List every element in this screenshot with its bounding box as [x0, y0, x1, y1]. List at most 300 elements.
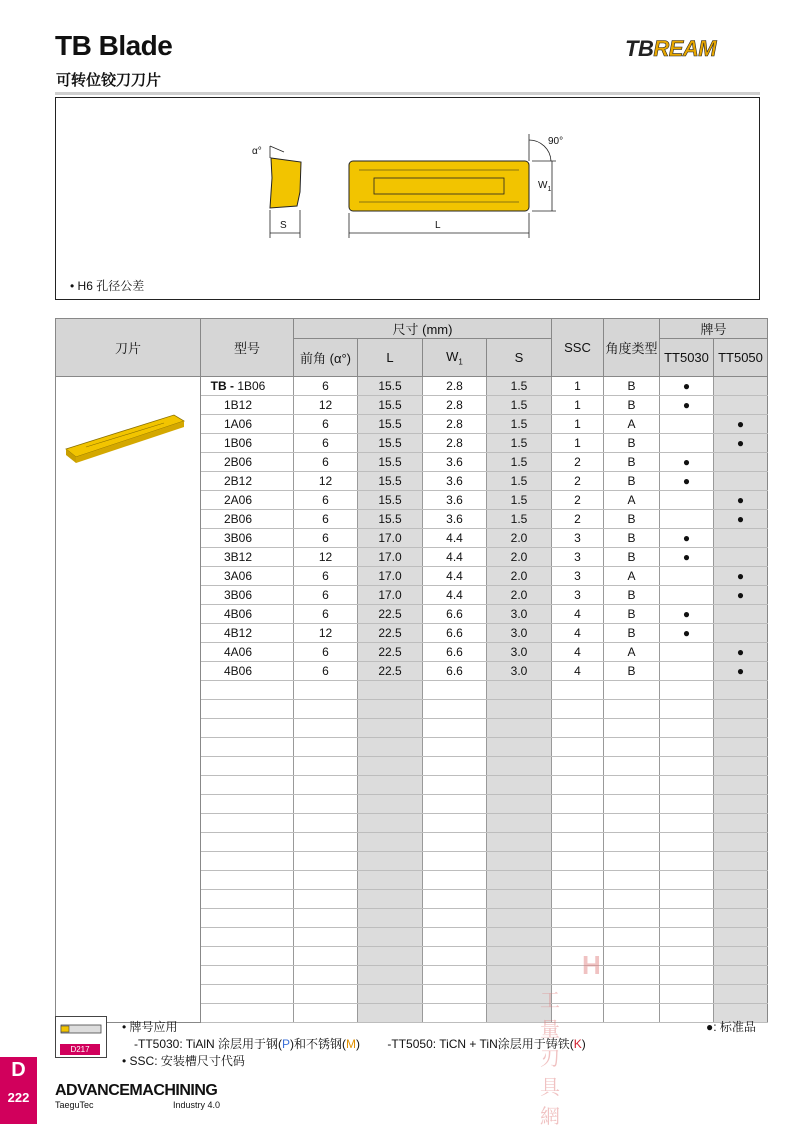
- s-cell: 2.0: [487, 567, 552, 586]
- grade-application-heading: • 牌号应用: [122, 1020, 178, 1034]
- grade-tt5030-cell: [660, 814, 714, 833]
- s-cell: 3.0: [487, 662, 552, 681]
- grade-tt5050-cell: [714, 453, 768, 472]
- ssc-cell: 1: [552, 396, 604, 415]
- header-dims: 尺寸 (mm): [294, 319, 552, 339]
- type-cell: B: [604, 624, 660, 643]
- ssc-cell: [552, 833, 604, 852]
- grade-tt5030-cell: [660, 757, 714, 776]
- grade-tt5030-cell: [660, 567, 714, 586]
- ssc-cell: [552, 738, 604, 757]
- angle-cell: [294, 738, 358, 757]
- model-cell: [201, 738, 294, 757]
- type-cell: [604, 852, 660, 871]
- length-cell: [358, 776, 423, 795]
- blade-diagram: [55, 97, 760, 300]
- angle-cell: 6: [294, 434, 358, 453]
- ssc-cell: 4: [552, 605, 604, 624]
- s-cell: [487, 928, 552, 947]
- grade-tt5050-cell: ●: [714, 434, 768, 453]
- grade-tt5050-cell: ●: [714, 662, 768, 681]
- header-grade2: TT5050: [714, 339, 768, 377]
- grade-tt5030-cell: [660, 491, 714, 510]
- length-cell: [358, 871, 423, 890]
- type-cell: [604, 681, 660, 700]
- ssc-cell: 1: [552, 415, 604, 434]
- length-cell: [358, 719, 423, 738]
- width-cell: [423, 985, 487, 1004]
- type-cell: B: [604, 377, 660, 396]
- model-cell: TB - 1B06: [201, 377, 294, 396]
- s-cell: [487, 966, 552, 985]
- s-cell: [487, 757, 552, 776]
- model-cell: [201, 795, 294, 814]
- grade-tt5050-cell: [714, 605, 768, 624]
- model-cell: 3B12: [201, 548, 294, 567]
- type-cell: A: [604, 567, 660, 586]
- ssc-cell: 4: [552, 624, 604, 643]
- type-cell: [604, 738, 660, 757]
- insert-image: [56, 377, 201, 1023]
- s-cell: [487, 947, 552, 966]
- ssc-cell: 1: [552, 377, 604, 396]
- s-cell: 2.0: [487, 529, 552, 548]
- s-cell: 1.5: [487, 491, 552, 510]
- length-cell: 17.0: [358, 586, 423, 605]
- grade-tt5030-cell: [660, 700, 714, 719]
- model-cell: [201, 833, 294, 852]
- angle-cell: 6: [294, 377, 358, 396]
- length-cell: [358, 833, 423, 852]
- grade-tt5050-cell: [714, 757, 768, 776]
- page-subtitle: 可转位铰刀刀片: [56, 72, 162, 89]
- ssc-cell: [552, 757, 604, 776]
- s-cell: 1.5: [487, 472, 552, 491]
- header-w: $W_1$: [423, 339, 487, 377]
- width-cell: [423, 947, 487, 966]
- model-cell: 4B06: [201, 605, 294, 624]
- angle-cell: 6: [294, 662, 358, 681]
- type-cell: B: [604, 510, 660, 529]
- length-cell: [358, 947, 423, 966]
- model-cell: 1B06: [201, 434, 294, 453]
- type-cell: A: [604, 643, 660, 662]
- width-cell: [423, 814, 487, 833]
- grade-tt5050-cell: [714, 947, 768, 966]
- grade-tt5050-cell: [714, 985, 768, 1004]
- header-model: 型号: [201, 319, 294, 377]
- type-cell: B: [604, 662, 660, 681]
- type-cell: [604, 719, 660, 738]
- type-cell: B: [604, 529, 660, 548]
- grade-tt5050-cell: [714, 966, 768, 985]
- grade-tt5030-cell: [660, 643, 714, 662]
- ssc-cell: 1: [552, 434, 604, 453]
- length-cell: [358, 795, 423, 814]
- grade-tt5030-cell: [660, 586, 714, 605]
- advance-machining-logo: ADVANCEMACHINING: [55, 1082, 218, 1099]
- width-cell: 4.4: [423, 548, 487, 567]
- grade-tt5030-cell: [660, 890, 714, 909]
- angle-label: α°: [252, 146, 262, 157]
- grade-tt5030-cell: ●: [660, 548, 714, 567]
- width-cell: 2.8: [423, 415, 487, 434]
- ssc-cell: 3: [552, 548, 604, 567]
- model-cell: [201, 966, 294, 985]
- type-cell: B: [604, 396, 660, 415]
- grade-tt5050-cell: [714, 529, 768, 548]
- type-cell: B: [604, 605, 660, 624]
- model-cell: 2B06: [201, 510, 294, 529]
- grade-tt5030-cell: [660, 434, 714, 453]
- angle-cell: [294, 833, 358, 852]
- grade-tt5030-cell: [660, 719, 714, 738]
- s-cell: 2.0: [487, 586, 552, 605]
- grade-tt5030-cell: [660, 662, 714, 681]
- length-cell: [358, 985, 423, 1004]
- width-cell: [423, 890, 487, 909]
- length-cell: 22.5: [358, 605, 423, 624]
- page-tab: [0, 1057, 37, 1124]
- angle-cell: [294, 871, 358, 890]
- footer-notes: [122, 1019, 586, 1070]
- angle-cell: 6: [294, 586, 358, 605]
- angle-cell: [294, 985, 358, 1004]
- grade-tt5030-cell: [660, 985, 714, 1004]
- grade-application-line: -TT5030: TiAlN 涂层用于钢(P)和不锈钢(M) -TT5050: TiCN + TiN涂层用于铸铁(K): [134, 1037, 586, 1051]
- angle-cell: 6: [294, 453, 358, 472]
- l-label: L: [435, 220, 441, 231]
- model-cell: [201, 719, 294, 738]
- header-s: S: [487, 339, 552, 377]
- angle-cell: 12: [294, 624, 358, 643]
- tool-icon: [56, 1017, 106, 1045]
- grade-tt5030-cell: [660, 415, 714, 434]
- length-cell: 22.5: [358, 624, 423, 643]
- width-cell: [423, 966, 487, 985]
- length-cell: [358, 814, 423, 833]
- width-cell: 2.8: [423, 377, 487, 396]
- right-angle-label: 90°: [548, 136, 564, 147]
- length-cell: 17.0: [358, 567, 423, 586]
- s-cell: 1.5: [487, 396, 552, 415]
- angle-cell: 12: [294, 548, 358, 567]
- s-cell: [487, 833, 552, 852]
- s-cell: [487, 890, 552, 909]
- model-cell: 4B12: [201, 624, 294, 643]
- grade-tt5050-cell: [714, 814, 768, 833]
- grade-tt5050-cell: [714, 548, 768, 567]
- model-cell: [201, 909, 294, 928]
- model-cell: [201, 947, 294, 966]
- watermark-logo: H: [582, 950, 601, 980]
- length-cell: 15.5: [358, 491, 423, 510]
- angle-cell: [294, 681, 358, 700]
- type-cell: [604, 757, 660, 776]
- model-cell: [201, 814, 294, 833]
- model-cell: 3B06: [201, 586, 294, 605]
- width-cell: 6.6: [423, 605, 487, 624]
- grade-tt5050-cell: [714, 776, 768, 795]
- length-cell: 17.0: [358, 548, 423, 567]
- grade-tt5050-cell: [714, 738, 768, 757]
- s-cell: [487, 852, 552, 871]
- model-cell: 4B06: [201, 662, 294, 681]
- grade-tt5050-cell: ●: [714, 567, 768, 586]
- page-title: TB Blade: [55, 30, 173, 61]
- ssc-cell: [552, 852, 604, 871]
- width-cell: [423, 681, 487, 700]
- length-cell: 22.5: [358, 643, 423, 662]
- grade-tt5050-cell: ●: [714, 491, 768, 510]
- width-cell: 3.6: [423, 472, 487, 491]
- grade-tt5050-cell: [714, 871, 768, 890]
- width-cell: [423, 928, 487, 947]
- model-cell: [201, 985, 294, 1004]
- angle-cell: 12: [294, 472, 358, 491]
- type-cell: B: [604, 586, 660, 605]
- s-cell: [487, 681, 552, 700]
- angle-cell: 6: [294, 510, 358, 529]
- header-insert: 刀片: [56, 319, 201, 377]
- angle-cell: [294, 776, 358, 795]
- ssc-cell: 3: [552, 529, 604, 548]
- grade-tt5050-cell: ●: [714, 643, 768, 662]
- type-cell: [604, 909, 660, 928]
- s-cell: 3.0: [487, 624, 552, 643]
- model-cell: 3A06: [201, 567, 294, 586]
- type-cell: B: [604, 472, 660, 491]
- header-angle: 前角 (α°): [294, 339, 358, 377]
- section-letter: D: [11, 1059, 26, 1081]
- header-grade1: TT5030: [660, 339, 714, 377]
- grade-tt5030-cell: [660, 776, 714, 795]
- s-cell: 3.0: [487, 643, 552, 662]
- w-label: $W_1$: [538, 180, 552, 193]
- s-label: S: [280, 220, 287, 231]
- grade-tt5050-cell: ●: [714, 415, 768, 434]
- type-cell: [604, 871, 660, 890]
- type-cell: [604, 795, 660, 814]
- type-cell: [604, 814, 660, 833]
- ssc-cell: [552, 909, 604, 928]
- model-cell: [201, 757, 294, 776]
- type-cell: [604, 928, 660, 947]
- model-cell: [201, 871, 294, 890]
- grade-tt5050-cell: [714, 377, 768, 396]
- ssc-cell: 2: [552, 472, 604, 491]
- ssc-cell: 2: [552, 453, 604, 472]
- grade-tt5050-cell: [714, 624, 768, 643]
- angle-cell: 6: [294, 491, 358, 510]
- angle-cell: [294, 852, 358, 871]
- header-type: 角度类型: [604, 319, 660, 377]
- advance-machining-sub: TaeguTec Industry 4.0: [55, 1100, 220, 1110]
- angle-cell: [294, 719, 358, 738]
- angle-cell: [294, 947, 358, 966]
- grade-tt5050-cell: [714, 852, 768, 871]
- brand-logo: TBREAM: [625, 36, 717, 61]
- angle-cell: 6: [294, 605, 358, 624]
- type-cell: [604, 890, 660, 909]
- grade-tt5030-cell: ●: [660, 472, 714, 491]
- ssc-cell: 2: [552, 510, 604, 529]
- width-cell: [423, 795, 487, 814]
- s-cell: [487, 776, 552, 795]
- width-cell: 3.6: [423, 491, 487, 510]
- type-cell: [604, 1004, 660, 1023]
- model-cell: [201, 681, 294, 700]
- ssc-cell: [552, 890, 604, 909]
- ssc-note: • SSC: 安装槽尺寸代码: [122, 1054, 245, 1068]
- angle-cell: 6: [294, 529, 358, 548]
- width-cell: 3.6: [423, 510, 487, 529]
- angle-cell: [294, 928, 358, 947]
- angle-cell: [294, 795, 358, 814]
- table-row: [56, 377, 768, 396]
- length-cell: 15.5: [358, 434, 423, 453]
- grade-tt5050-cell: [714, 700, 768, 719]
- model-cell: 2A06: [201, 491, 294, 510]
- page-number: 222: [7, 1090, 30, 1105]
- grade-tt5030-cell: [660, 909, 714, 928]
- length-cell: [358, 966, 423, 985]
- ssc-cell: [552, 795, 604, 814]
- grade-tt5030-cell: ●: [660, 396, 714, 415]
- angle-cell: [294, 890, 358, 909]
- length-cell: [358, 700, 423, 719]
- type-cell: B: [604, 434, 660, 453]
- length-cell: 15.5: [358, 472, 423, 491]
- s-cell: [487, 814, 552, 833]
- ssc-cell: 3: [552, 586, 604, 605]
- angle-cell: 6: [294, 415, 358, 434]
- model-cell: 4A06: [201, 643, 294, 662]
- grade-tt5030-cell: ●: [660, 377, 714, 396]
- model-cell: [201, 700, 294, 719]
- length-cell: [358, 757, 423, 776]
- angle-cell: 6: [294, 567, 358, 586]
- width-cell: [423, 909, 487, 928]
- ssc-cell: [552, 700, 604, 719]
- reference-code: D217: [60, 1044, 100, 1055]
- grade-tt5030-cell: [660, 947, 714, 966]
- width-cell: 4.4: [423, 529, 487, 548]
- s-cell: 1.5: [487, 377, 552, 396]
- width-cell: [423, 833, 487, 852]
- ssc-cell: 3: [552, 567, 604, 586]
- width-cell: 4.4: [423, 586, 487, 605]
- s-cell: 1.5: [487, 453, 552, 472]
- model-cell: 1B12: [201, 396, 294, 415]
- s-cell: 1.5: [487, 434, 552, 453]
- angle-cell: [294, 909, 358, 928]
- model-cell: 3B06: [201, 529, 294, 548]
- type-cell: [604, 947, 660, 966]
- ssc-cell: [552, 681, 604, 700]
- ssc-cell: [552, 814, 604, 833]
- grade-tt5030-cell: ●: [660, 453, 714, 472]
- grade-tt5050-cell: [714, 472, 768, 491]
- length-cell: 22.5: [358, 662, 423, 681]
- grade-tt5050-cell: [714, 396, 768, 415]
- ssc-cell: 2: [552, 491, 604, 510]
- angle-cell: 6: [294, 643, 358, 662]
- ssc-cell: [552, 776, 604, 795]
- grade-tt5030-cell: [660, 852, 714, 871]
- width-cell: 6.6: [423, 643, 487, 662]
- grade-tt5030-cell: [660, 738, 714, 757]
- length-cell: [358, 681, 423, 700]
- angle-cell: [294, 814, 358, 833]
- model-cell: 2B06: [201, 453, 294, 472]
- header-grade: 牌号: [660, 319, 768, 339]
- s-cell: [487, 719, 552, 738]
- s-cell: [487, 738, 552, 757]
- s-cell: 1.5: [487, 415, 552, 434]
- grade-tt5050-cell: [714, 928, 768, 947]
- width-cell: [423, 700, 487, 719]
- model-cell: [201, 890, 294, 909]
- width-cell: [423, 776, 487, 795]
- grade-tt5030-cell: ●: [660, 529, 714, 548]
- spec-table: [55, 318, 768, 1023]
- width-cell: 2.8: [423, 434, 487, 453]
- watermark-text: 工量刃具網: [540, 990, 566, 1128]
- ssc-cell: [552, 871, 604, 890]
- width-cell: [423, 852, 487, 871]
- length-cell: [358, 890, 423, 909]
- grade-tt5050-cell: [714, 833, 768, 852]
- length-cell: 15.5: [358, 510, 423, 529]
- angle-cell: [294, 966, 358, 985]
- s-cell: [487, 909, 552, 928]
- grade-tt5050-cell: [714, 719, 768, 738]
- width-cell: 6.6: [423, 624, 487, 643]
- width-cell: 3.6: [423, 453, 487, 472]
- s-cell: [487, 700, 552, 719]
- grade-tt5030-cell: [660, 681, 714, 700]
- length-cell: [358, 928, 423, 947]
- length-cell: 15.5: [358, 396, 423, 415]
- ssc-cell: 4: [552, 643, 604, 662]
- type-cell: [604, 985, 660, 1004]
- length-cell: 15.5: [358, 415, 423, 434]
- grade-tt5030-cell: [660, 795, 714, 814]
- width-cell: [423, 871, 487, 890]
- blade-drawing: [56, 98, 759, 299]
- model-cell: 2B12: [201, 472, 294, 491]
- type-cell: B: [604, 548, 660, 567]
- reference-icon[interactable]: [55, 1016, 107, 1058]
- type-cell: [604, 776, 660, 795]
- model-cell: [201, 928, 294, 947]
- length-cell: 17.0: [358, 529, 423, 548]
- header-divider: [55, 92, 760, 95]
- grade-tt5030-cell: [660, 966, 714, 985]
- type-cell: A: [604, 415, 660, 434]
- header-ssc: SSC: [552, 319, 604, 377]
- grade-tt5050-cell: ●: [714, 510, 768, 529]
- s-cell: 1.5: [487, 510, 552, 529]
- length-cell: [358, 738, 423, 757]
- grade-tt5030-cell: [660, 928, 714, 947]
- grade-tt5050-cell: [714, 890, 768, 909]
- angle-cell: 12: [294, 396, 358, 415]
- s-cell: [487, 871, 552, 890]
- grade-tt5030-cell: ●: [660, 605, 714, 624]
- width-cell: [423, 757, 487, 776]
